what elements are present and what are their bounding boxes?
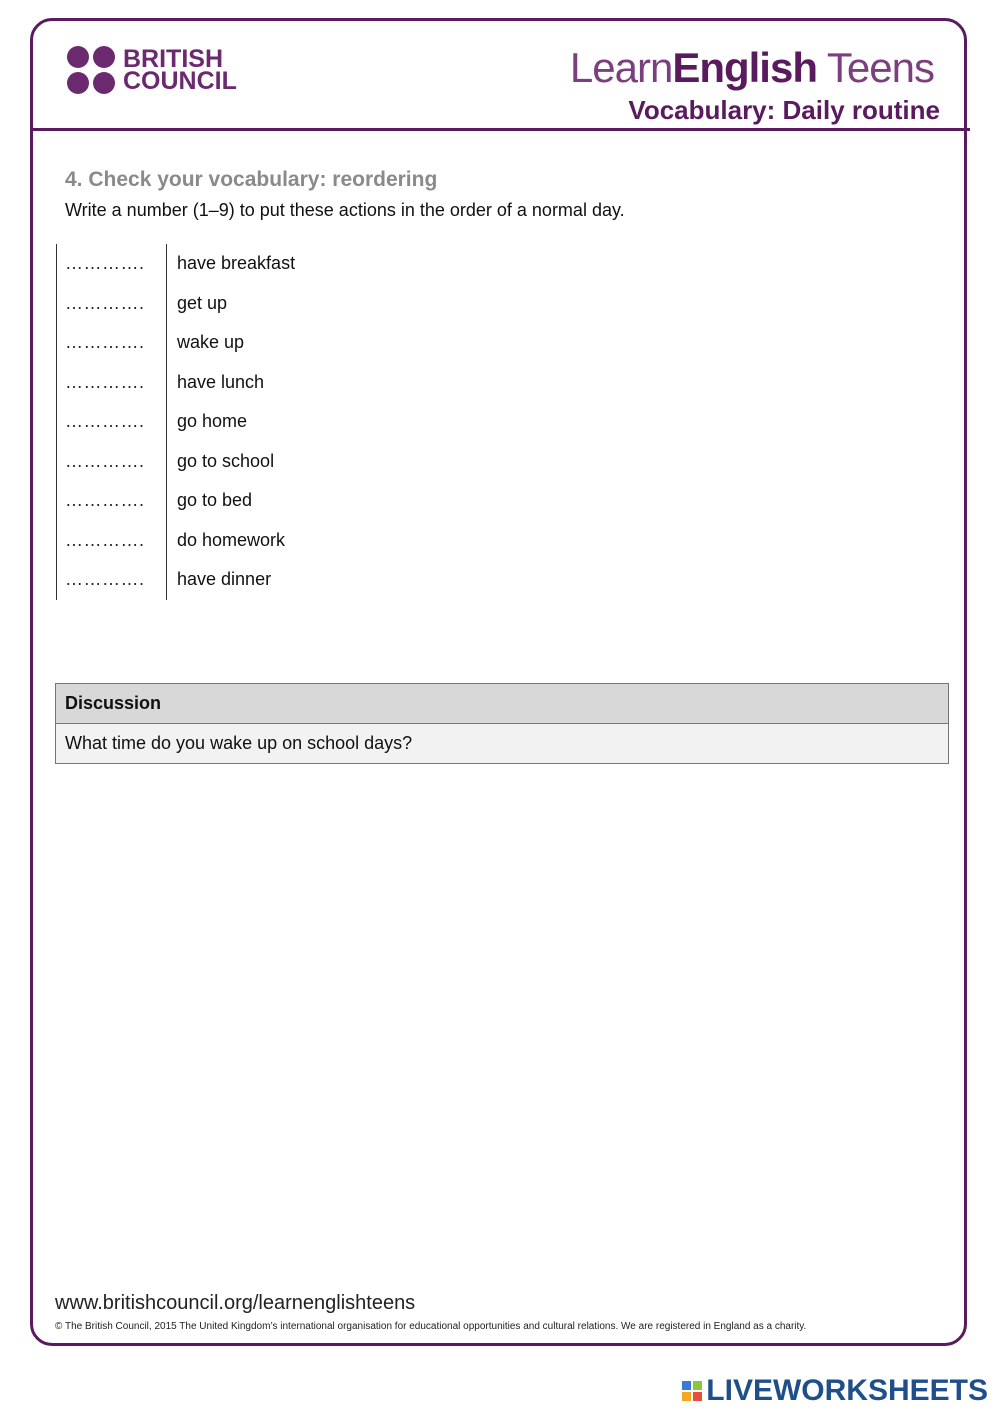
action-label: go to school [177, 450, 275, 471]
action-label: wake up [177, 332, 245, 353]
action-label: have dinner [177, 569, 272, 590]
reorder-table [56, 244, 296, 600]
footer-copyright: © The British Council, 2015 The United Kingdom’s international organisation for educational opportunities and cultural relations. We are registered in England as a charity. [55, 1321, 807, 1332]
order-number-blank[interactable]: …………. [57, 442, 167, 482]
page-subtitle: Vocabulary: Daily routine [628, 95, 940, 125]
reorder-row [57, 521, 296, 561]
discussion-heading: Discussion [56, 684, 949, 724]
order-number-blank[interactable]: …………. [57, 481, 167, 521]
order-number-blank[interactable]: …………. [57, 244, 167, 284]
reorder-row [57, 323, 296, 363]
order-number-blank[interactable]: …………. [57, 402, 167, 442]
action-label: have lunch [177, 371, 265, 392]
learnenglish-teens-logo: LearnEnglish Teens [569, 44, 934, 91]
british-council-dots-icon [67, 46, 115, 94]
order-number-blank[interactable]: …………. [57, 363, 167, 403]
action-label: go to bed [177, 490, 253, 511]
discussion-question: What time do you wake up on school days? [56, 724, 949, 764]
liveworksheets-brand [682, 1374, 988, 1408]
action-label: get up [177, 292, 228, 313]
order-number-blank[interactable]: …………. [57, 560, 167, 600]
liveworksheets-wordmark: LIVEWORKSHEETS [706, 1374, 988, 1407]
footer-url[interactable]: www.britishcouncil.org/learnenglishteens [55, 1292, 416, 1314]
discussion-box [55, 683, 949, 764]
action-label: have breakfast [177, 253, 296, 274]
order-number-blank[interactable]: …………. [57, 521, 167, 561]
order-number-blank[interactable]: …………. [57, 323, 167, 363]
reorder-row [57, 560, 296, 600]
action-label: go home [177, 411, 248, 432]
reorder-row [57, 284, 296, 324]
order-number-blank[interactable]: …………. [57, 284, 167, 324]
action-label: do homework [177, 529, 286, 550]
header-divider [30, 128, 970, 131]
reorder-row [57, 402, 296, 442]
reorder-row [57, 363, 296, 403]
exercise-instructions: Write a number (1–9) to put these actions in the order of a normal day. [65, 200, 625, 220]
british-council-logo [67, 46, 237, 94]
british-council-wordmark: BRITISH COUNCIL [123, 45, 237, 95]
reorder-row [57, 442, 296, 482]
reorder-row [57, 244, 296, 284]
exercise-heading: 4. Check your vocabulary: reordering [65, 168, 438, 191]
reorder-row [57, 481, 296, 521]
liveworksheets-logo-icon [682, 1381, 702, 1401]
